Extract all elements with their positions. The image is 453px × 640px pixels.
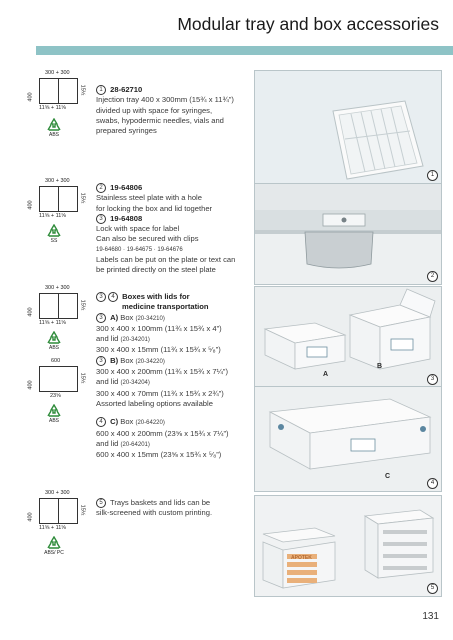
diagram-box	[39, 293, 59, 319]
variant-label: C)	[110, 417, 121, 427]
item-2-description	[96, 183, 235, 276]
product-ref: (20-34210)	[135, 315, 165, 322]
diagram-bottom-label: 11⅝ + 11⅝	[39, 213, 66, 219]
dimension-diagram-4	[29, 358, 89, 428]
diagram-bottom-label: 23⅝	[50, 393, 61, 399]
diagram-box	[39, 366, 78, 392]
item-number: 3	[96, 313, 106, 323]
item-number: 4	[96, 417, 106, 427]
description-line: swabs, hypodermic needles, vials and	[96, 115, 224, 125]
item-1-description	[96, 85, 234, 136]
description-line: prepared syringes	[96, 126, 157, 136]
section-title: medicine transportation	[122, 302, 209, 312]
description-line: Injection tray 400 x 300mm (15¾ x 11¾”)	[96, 95, 234, 105]
diagram-top-label: 300 + 300	[45, 285, 70, 291]
product-code: 19-64806	[110, 183, 143, 192]
diagram-right-label: 15½	[79, 504, 86, 516]
dimension-line: 300 x 400 x 15mm (11¾ x 15¾ x ⁵⁄₈”)	[96, 345, 221, 355]
diagram-left-label: 400	[27, 200, 34, 210]
photo-number: 4	[427, 478, 438, 489]
product-ref: (20-34204)	[120, 380, 150, 387]
variant-label: B)	[110, 355, 121, 365]
item-number: 5	[96, 498, 106, 508]
diagram-box	[39, 78, 59, 104]
material-label: ABS	[48, 345, 59, 351]
item-5-description	[96, 498, 212, 519]
item-number: 4	[108, 292, 118, 302]
description-line: be printed directly on the steel plate	[96, 265, 216, 275]
dimension-line: 300 x 400 x 100mm (11¾ x 15¾ x 4”)	[96, 323, 222, 333]
injection-tray-illustration	[255, 71, 441, 183]
dimension-line: 300 x 400 x 70mm (11¾ x 15¾ x 2¾”)	[96, 388, 224, 398]
box-label-a: A	[323, 371, 329, 378]
item-number: 3	[96, 292, 106, 302]
photo-injection-tray	[254, 70, 442, 184]
product-code: 28-62710	[110, 85, 143, 94]
dimension-line: 300 x 400 x 200mm (11¾ x 15¾ x 7¼”)	[96, 367, 228, 377]
item-number: 3	[96, 214, 106, 224]
material-label: ABS	[48, 132, 59, 138]
diagram-bottom-label: 11⅝ + 11⅝	[39, 525, 66, 531]
description-line: Assorted labeling options available	[96, 398, 213, 408]
diagram-box	[58, 498, 78, 524]
diagram-right-label: 15½	[79, 372, 86, 384]
diagram-bottom-label: 11⅝ + 11⅝	[39, 320, 66, 326]
item-3-description	[96, 292, 229, 460]
diagram-box	[39, 498, 59, 524]
diagram-right-label: 15½	[79, 299, 86, 311]
variant-label: A)	[110, 312, 121, 322]
steel-plate-illustration	[255, 184, 441, 284]
photo-number: 5	[427, 583, 438, 594]
diagram-left-label: 400	[27, 512, 34, 522]
diagram-right-label: 15½	[79, 84, 86, 96]
box-c-illustration	[255, 387, 441, 491]
diagram-top-label: 300 + 300	[45, 70, 70, 76]
recycle-icon	[46, 118, 62, 131]
material-label: SS	[50, 238, 58, 244]
photo-number: 1	[427, 170, 438, 181]
lid-word: and lid	[96, 438, 119, 448]
product-ref: (20-34201)	[120, 337, 150, 344]
photo-number: 3	[427, 374, 438, 385]
dimension-diagram-3	[29, 285, 89, 355]
diagram-left-label: 400	[27, 307, 34, 317]
print-sample: APOTEK	[291, 555, 312, 561]
variant-word: Box	[120, 417, 134, 427]
printed-trays-illustration	[255, 496, 441, 596]
diagram-box	[58, 78, 78, 104]
product-ref: (20-64201)	[120, 441, 150, 448]
variant-word: Box	[120, 355, 134, 365]
page-header	[0, 0, 453, 46]
accent-bar	[36, 46, 453, 55]
description-line: divided up with space for syringes,	[96, 105, 213, 115]
dimension-diagram-1	[29, 70, 89, 150]
photo-steel-plate	[254, 183, 442, 285]
box-label-c: C	[385, 473, 391, 480]
diagram-box	[39, 186, 59, 212]
material-label: ABS	[48, 418, 59, 424]
dimension-line: 600 x 400 x 15mm (23⅝ x 15¾ x ⁵⁄₈”)	[96, 450, 222, 460]
description-line: silk-screened with custom printing.	[96, 508, 213, 518]
diagram-left-label: 400	[27, 92, 34, 102]
section-title: Boxes with lids for	[122, 292, 190, 301]
dimension-diagram-5	[29, 490, 89, 570]
description-line: for locking the box and lid together	[96, 203, 213, 213]
dimension-diagram-2	[29, 178, 89, 248]
boxes-illustration	[255, 287, 441, 387]
diagram-left-label: 400	[27, 380, 34, 390]
recycle-icon	[46, 331, 62, 344]
dimension-line: 600 x 400 x 200mm (23⅝ x 15¾ x 7¼”)	[96, 428, 229, 438]
page-title: Modular tray and box accessories	[177, 14, 439, 34]
diagram-right-label: 15½	[79, 192, 86, 204]
item-number: 3	[96, 356, 106, 366]
diagram-bottom-label: 11⅝ + 11⅝	[39, 105, 66, 111]
diagram-box	[58, 293, 78, 319]
diagram-box	[58, 186, 78, 212]
variant-word: Box	[120, 312, 134, 322]
diagram-top-label: 300 + 300	[45, 490, 70, 496]
product-ref: (20-64220)	[135, 420, 165, 427]
photo-boxes-a-b	[254, 286, 442, 388]
description-line: Labels can be put on the plate or text can	[96, 255, 236, 265]
product-code: 19-64808	[110, 213, 143, 223]
recycle-icon	[46, 224, 62, 237]
description-line: Lock with space for label	[96, 224, 180, 234]
item-number: 2	[96, 183, 106, 193]
material-label: ABS/ PC	[44, 550, 64, 556]
recycle-icon	[46, 404, 62, 417]
diagram-top-label: 600	[51, 358, 61, 364]
photo-box-c	[254, 386, 442, 492]
lid-word: and lid	[96, 334, 119, 344]
description-line: Stainless steel plate with a hole	[96, 193, 202, 203]
box-label-b: B	[377, 363, 383, 370]
description-line: Trays baskets and lids can be	[109, 498, 211, 507]
lid-word: and lid	[96, 377, 119, 387]
recycle-icon	[46, 536, 62, 549]
page-number: 131	[422, 611, 439, 622]
description-line: Can also be secured with clips	[96, 234, 199, 244]
photo-number: 2	[427, 271, 438, 282]
clip-codes: 19-64680 · 19-64675 · 19-64676	[96, 246, 183, 253]
item-number: 1	[96, 85, 106, 95]
diagram-top-label: 300 + 300	[45, 178, 70, 184]
photo-printed-trays	[254, 495, 442, 597]
product-ref: (20-34220)	[135, 358, 165, 365]
